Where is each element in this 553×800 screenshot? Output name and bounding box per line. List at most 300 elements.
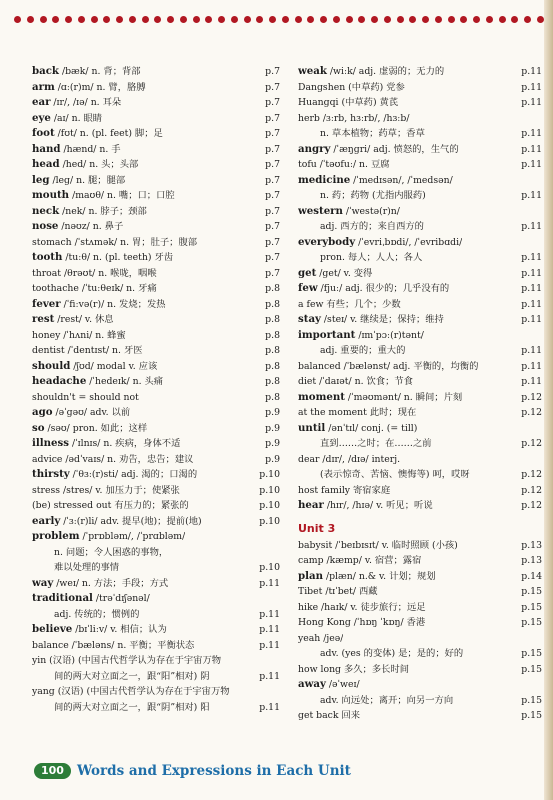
vocab-entry <box>32 219 280 235</box>
entry-text <box>298 631 343 647</box>
entry-definition: /steɪ/ v. 继续是；保持；维持 <box>320 314 444 325</box>
page-ref: p.11 <box>521 128 542 139</box>
entry-text <box>32 250 173 266</box>
entry-definition: a few 有些；几个；少数 <box>298 298 401 310</box>
headword: arm <box>32 80 55 93</box>
entry-definition: herb /ɜːrb, hɜːrb/, /hɜːb/ <box>298 112 410 124</box>
vocab-entry <box>298 204 542 220</box>
entry-definition: how long 多久；多长时间 <box>298 663 410 675</box>
entry-definition: /ˈprɒbləm/, /ˈprɑbləm/ <box>79 531 186 542</box>
entry-text <box>32 235 197 251</box>
entry-definition: toothache /ˈtuːθeɪk/ n. 牙痛 <box>32 283 157 294</box>
entry-definition: /wiːk/ adj. 虚弱的；无力的 <box>326 66 445 77</box>
page-ref: p.11 <box>521 283 542 294</box>
header-dot <box>282 16 289 23</box>
header-dot <box>384 16 391 23</box>
vocab-entry <box>298 467 542 483</box>
page-ref: p.9 <box>265 422 280 434</box>
page-ref: p.15 <box>521 694 542 706</box>
vocab-entry <box>298 483 542 499</box>
vocab-entry <box>32 669 280 685</box>
vocab-entry <box>298 584 542 600</box>
vocab-entry <box>298 405 542 421</box>
entry-definition: 间的两大对立面之一，跟“阳”相对) 阴 <box>54 670 210 682</box>
entry-text <box>320 219 424 235</box>
entry-definition: yang (汉语) (中国古代哲学认为存在于宇宙万物 <box>32 686 230 697</box>
entry-text <box>298 204 400 220</box>
page-ref: p.11 <box>259 639 280 651</box>
vocab-entry <box>32 204 280 220</box>
entry-text <box>32 638 194 654</box>
header-dot <box>358 16 365 23</box>
entry-definition: hike /haɪk/ v. 徒步旅行；远足 <box>298 601 426 613</box>
page-ref: p.7 <box>265 190 280 201</box>
vocab-entry <box>32 653 280 669</box>
page-ref: p.8 <box>265 314 280 325</box>
page-ref: p.7 <box>265 205 280 217</box>
entry-text <box>32 126 163 142</box>
page-ref: p.11 <box>521 360 542 372</box>
entry-definition: /ɑː(r)m/ n. 臂，胳膊 <box>54 81 146 93</box>
entry-text <box>32 219 123 235</box>
page-ref: p.11 <box>521 345 542 356</box>
entry-definition: honey /ˈhʌni/ n. 蜂蜜 <box>32 329 126 341</box>
entry-definition: diet /ˈdaɪət/ n. 饮食；节食 <box>298 376 413 387</box>
entry-text <box>32 359 157 375</box>
page-ref: p.11 <box>259 670 280 682</box>
page-ref: p.15 <box>521 617 542 628</box>
vocab-entry <box>298 281 542 297</box>
header-dot <box>307 16 314 23</box>
vocab-entry <box>32 173 280 189</box>
vocab-entry <box>298 250 542 266</box>
header-dot <box>333 16 340 23</box>
entry-text <box>298 173 453 189</box>
entry-definition: yeah /jeə/ <box>298 632 344 644</box>
vocab-entry <box>298 421 542 437</box>
vocab-entry <box>298 708 542 724</box>
headword: hear <box>298 499 324 511</box>
headword: weak <box>298 65 327 77</box>
entry-text <box>298 538 458 554</box>
page-ref: p.15 <box>521 710 542 721</box>
page-ref: p.8 <box>265 283 280 294</box>
entry-definition: /get/ v. 变得 <box>316 267 373 279</box>
entry-text <box>298 662 409 678</box>
headword: until <box>298 421 326 434</box>
page-ref: p.11 <box>259 624 280 635</box>
entry-text <box>298 281 449 297</box>
headword: so <box>32 421 45 434</box>
page-ref: p.11 <box>521 221 542 232</box>
entry-text <box>298 677 360 693</box>
vocab-entry <box>298 126 542 142</box>
vocab-entry <box>298 615 542 631</box>
entry-text <box>298 553 421 569</box>
vocab-entry <box>298 173 542 189</box>
vocab-entry <box>32 591 280 607</box>
entry-text <box>32 266 157 282</box>
entry-text <box>32 653 221 669</box>
entry-definition: get back 回来 <box>298 710 361 721</box>
entry-definition: /əˈweɪ/ <box>325 679 360 690</box>
vocab-entry <box>298 498 542 514</box>
vocab-entry <box>32 467 280 483</box>
entry-text <box>32 80 146 96</box>
entry-text <box>320 188 426 204</box>
vocab-entry <box>32 359 280 375</box>
page-ref: p.8 <box>265 298 280 310</box>
entry-definition: Huangqi (中草药) 黄芪 <box>298 97 399 108</box>
page-ref: p.11 <box>521 298 542 310</box>
entry-definition: /ˈhedeɪk/ n. 头痛 <box>86 376 164 387</box>
page-ref: p.11 <box>521 252 542 263</box>
headword: foot <box>32 127 55 139</box>
headword: mouth <box>32 189 70 201</box>
page-ref: p.11 <box>521 66 542 77</box>
entry-definition: /ənˈtɪl/ conj. (= till) <box>325 422 418 434</box>
entry-definition: stomach /ˈstʌmək/ n. 胃；肚子；腹部 <box>32 236 198 248</box>
page-ref: p.12 <box>521 469 542 480</box>
entry-definition: n. 草本植物；药草；香草 <box>320 128 425 139</box>
vocab-entry <box>298 328 542 344</box>
entry-definition: host family 寄宿家庭 <box>298 484 391 496</box>
header-dot <box>52 16 59 23</box>
entry-definition: /hænd/ n. 手 <box>60 143 121 155</box>
header-dot <box>460 16 467 23</box>
headword: few <box>298 282 318 294</box>
entry-text <box>298 235 462 251</box>
page-ref: p.15 <box>521 663 542 675</box>
header-dot <box>295 16 302 23</box>
entry-text <box>32 173 125 189</box>
headword: everybody <box>298 235 356 248</box>
entry-definition: tofu /ˈtəʊfuː/ n. 豆腐 <box>298 159 390 170</box>
vocab-entry <box>32 622 280 638</box>
header-dot <box>486 16 493 23</box>
vocab-entry <box>298 343 542 359</box>
page-ref: p.11 <box>521 97 542 108</box>
header-dot <box>499 16 506 23</box>
entry-text <box>298 297 401 313</box>
entry-text <box>32 281 157 297</box>
page-ref: p.7 <box>265 174 280 186</box>
entry-definition: pron. 每人；人人；各人 <box>320 252 423 263</box>
header-dot <box>78 16 85 23</box>
page-ref: p.7 <box>265 112 280 124</box>
vocab-entry <box>298 235 542 251</box>
headword: traditional <box>32 592 93 604</box>
entry-definition: throat /θrəʊt/ n. 喉咙，咽喉 <box>32 267 157 279</box>
footer-title: Words and Expressions in Each Unit <box>76 763 351 779</box>
page-number: 100 <box>34 763 71 779</box>
entry-definition: 难以处理的事情 <box>54 562 120 573</box>
entry-text <box>32 452 193 468</box>
headword: nose <box>32 220 59 232</box>
header-dot <box>103 16 110 23</box>
entry-text <box>32 142 121 158</box>
headword: fever <box>32 297 61 310</box>
header-dot <box>129 16 136 23</box>
entry-definition: adj. 西方的；来自西方的 <box>320 221 424 232</box>
header-dot <box>435 16 442 23</box>
headword: leg <box>32 173 50 186</box>
page-ref: p.7 <box>265 236 280 248</box>
vocab-entry <box>298 677 542 693</box>
headword: problem <box>32 530 80 542</box>
vocab-entry <box>298 631 542 647</box>
headword: hand <box>32 142 61 155</box>
header-dot <box>142 16 149 23</box>
page-ref: p.12 <box>521 407 542 418</box>
headword: believe <box>32 623 73 635</box>
entry-text <box>298 64 444 80</box>
entry-text <box>54 560 119 576</box>
header-dot <box>473 16 480 23</box>
entry-text <box>298 142 459 158</box>
vocab-entry <box>32 95 280 111</box>
entry-text <box>32 157 138 173</box>
entry-definition: /trəˈdɪʃənəl/ <box>92 593 150 604</box>
headword: important <box>298 328 356 341</box>
entry-text <box>32 297 166 313</box>
vocab-entry <box>32 328 280 344</box>
entry-definition: /ˈməʊmənt/ n. 瞬间；片刻 <box>344 391 463 403</box>
entry-definition: /bæk/ n. 背；背部 <box>59 66 141 77</box>
entry-text <box>298 584 378 600</box>
vocab-entry <box>298 95 542 111</box>
vocab-entry <box>32 157 280 173</box>
entry-definition: /ˈæŋgri/ adj. 愤怒的，生气的 <box>330 143 459 155</box>
headword: should <box>32 359 71 372</box>
entry-definition: /ˈθɜː(r)sti/ adj. 渴的；口渴的 <box>69 469 198 480</box>
entry-definition: /ˈɪlnɪs/ n. 疾病，身体不适 <box>68 438 181 449</box>
entry-text <box>32 576 168 592</box>
entry-text <box>32 111 102 127</box>
entry-definition: /fʊt/ n. (pl. feet) 脚；足 <box>54 128 163 139</box>
header-dot <box>180 16 187 23</box>
vocab-entry <box>32 498 280 514</box>
header-dot <box>205 16 212 23</box>
vocab-entry <box>298 436 542 452</box>
entry-text <box>320 343 405 359</box>
header-dot <box>193 16 200 23</box>
entry-text <box>32 328 126 344</box>
entry-definition: at the moment 此时；现在 <box>298 407 417 418</box>
headword: stay <box>298 313 321 325</box>
headword: moment <box>298 390 345 403</box>
entry-text <box>32 467 197 483</box>
vocab-entry <box>298 312 542 328</box>
headword: western <box>298 204 343 217</box>
page-ref: p.7 <box>265 66 280 77</box>
vocab-entry <box>298 142 542 158</box>
headword: get <box>298 266 317 279</box>
header-dot <box>346 16 353 23</box>
entry-definition: /ɪr/, /ɪə/ n. 耳朵 <box>50 97 122 108</box>
vocab-entry <box>32 266 280 282</box>
entry-definition: 直到……之时；在……之前 <box>320 438 432 449</box>
entry-definition: /ʃʊd/ modal v. 应该 <box>70 360 158 372</box>
entry-text <box>32 374 163 390</box>
entry-definition: balanced /ˈbælənst/ adj. 平衡的，均衡的 <box>298 360 479 372</box>
entry-text <box>32 64 141 80</box>
entry-text <box>298 390 462 406</box>
vocab-entry <box>32 452 280 468</box>
vocab-entry <box>298 188 542 204</box>
vocab-entry <box>298 219 542 235</box>
entry-definition: adv. (yes 的变体) 是；是的；好的 <box>320 648 464 659</box>
entry-text <box>54 700 210 716</box>
entry-text <box>298 452 400 468</box>
vocab-entry <box>32 235 280 251</box>
entry-text <box>298 708 360 724</box>
header-dot <box>524 16 531 23</box>
header-dot <box>256 16 263 23</box>
entry-text <box>54 607 139 623</box>
vocab-entry <box>298 569 542 585</box>
vocab-entry <box>32 514 280 530</box>
entry-definition: dentist /ˈdentɪst/ n. 牙医 <box>32 345 143 356</box>
vocab-entry <box>32 576 280 592</box>
entry-text <box>32 529 185 545</box>
vocab-entry <box>298 452 542 468</box>
entry-definition: 间的两大对立面之一，跟“阴”相对) 阳 <box>54 701 210 713</box>
page-ref: p.11 <box>259 608 280 620</box>
header-dot <box>397 16 404 23</box>
vocab-entry <box>32 545 280 561</box>
headword: ago <box>32 406 53 418</box>
page-ref: p.10 <box>259 562 280 573</box>
entry-definition: adj. 传统的；惯例的 <box>54 608 140 620</box>
entry-definition: shouldn't = should not <box>32 391 139 403</box>
headword: neck <box>32 204 60 217</box>
entry-text <box>320 467 470 483</box>
entry-text <box>320 126 425 142</box>
page-ref: p.7 <box>265 267 280 279</box>
vocab-entry <box>298 266 542 282</box>
vocab-entry <box>298 538 542 554</box>
headword: away <box>298 678 326 690</box>
vocab-entry <box>298 646 542 662</box>
header-dot <box>91 16 98 23</box>
entry-definition: stress /stres/ v. 加压力于；使紧张 <box>32 484 180 496</box>
entry-text <box>32 343 143 359</box>
header-dot <box>269 16 276 23</box>
header-dot <box>511 16 518 23</box>
vocab-entry <box>298 80 542 96</box>
vocab-entry <box>32 281 280 297</box>
entry-text <box>320 693 453 709</box>
header-dot <box>244 16 251 23</box>
page-ref: p.15 <box>521 648 542 659</box>
vocab-entry <box>32 638 280 654</box>
entry-text <box>298 600 426 616</box>
vocab-entry <box>32 374 280 390</box>
page-ref: p.7 <box>265 81 280 93</box>
entry-text <box>298 95 398 111</box>
headword: angry <box>298 142 331 155</box>
vocab-entry <box>32 312 280 328</box>
entry-definition: /əˈgəʊ/ adv. 以前 <box>52 407 131 418</box>
page-ref: p.9 <box>265 438 280 449</box>
entry-text <box>298 569 436 585</box>
header-dot <box>409 16 416 23</box>
vocab-entry <box>298 553 542 569</box>
entry-text <box>298 483 390 499</box>
header-dot <box>27 16 34 23</box>
headword: illness <box>32 437 69 449</box>
entry-definition: babysit /ˈbeɪbɪsɪt/ v. 临时照顾 (小孩) <box>298 539 458 551</box>
header-dot <box>154 16 161 23</box>
headword: rest <box>32 313 55 325</box>
entry-text <box>298 421 417 437</box>
entry-text <box>298 266 372 282</box>
vocab-entry <box>298 64 542 80</box>
page-ref: p.7 <box>265 159 280 170</box>
vocab-entry <box>32 297 280 313</box>
entry-definition: advice /ədˈvaɪs/ n. 劝告，忠告；建议 <box>32 453 194 465</box>
header-dot <box>320 16 327 23</box>
vocab-entry <box>298 374 542 390</box>
entry-definition: /aɪ/ n. 眼睛 <box>50 112 103 124</box>
entry-text <box>32 312 114 328</box>
header-dot <box>65 16 72 23</box>
vocab-entry <box>298 390 542 406</box>
vocab-entry <box>32 343 280 359</box>
entry-definition: /tuːθ/ n. (pl. teeth) 牙齿 <box>62 252 174 263</box>
entry-text <box>298 312 444 328</box>
vocab-entry <box>32 142 280 158</box>
page-ref: p.7 <box>265 221 280 232</box>
entry-text <box>32 591 150 607</box>
entry-definition: Tibet /tɪˈbet/ 西藏 <box>298 586 378 597</box>
entry-definition: n. 问题；令人困惑的事物， <box>54 546 169 558</box>
vocab-entry <box>298 662 542 678</box>
page-ref: p.12 <box>521 391 542 403</box>
page-ref: p.12 <box>521 438 542 449</box>
headword: headache <box>32 375 87 387</box>
entry-text <box>32 95 121 111</box>
entry-text <box>298 374 413 390</box>
vocab-entry <box>32 64 280 80</box>
vocab-entry <box>298 157 542 173</box>
entry-definition: /leg/ n. 腿；腿部 <box>49 174 126 186</box>
header-dot <box>14 16 21 23</box>
page-ref: p.8 <box>265 360 280 372</box>
header-dot <box>218 16 225 23</box>
page-ref: p.7 <box>265 143 280 155</box>
entry-text <box>320 250 422 266</box>
page-ref: p.8 <box>265 391 280 403</box>
page-ref: p.8 <box>265 329 280 341</box>
header-dot <box>448 16 455 23</box>
headword: eye <box>32 111 51 124</box>
entry-definition: Dangshen (中草药) 党参 <box>298 81 405 93</box>
entry-definition: /nəʊz/ n. 鼻子 <box>58 221 124 232</box>
entry-definition: balance /ˈbæləns/ n. 平衡；平衡状态 <box>32 639 195 651</box>
entry-text <box>298 157 390 173</box>
vocab-entry <box>32 700 280 716</box>
vocab-entry <box>32 80 280 96</box>
entry-definition: /ˈfiːvə(r)/ n. 发烧；发热 <box>60 298 166 310</box>
page-ref: p.8 <box>265 345 280 356</box>
headword: head <box>32 158 60 170</box>
entry-text <box>32 498 189 514</box>
entry-text <box>54 669 210 685</box>
vocab-entry <box>298 693 542 709</box>
page-ref: p.12 <box>521 484 542 496</box>
